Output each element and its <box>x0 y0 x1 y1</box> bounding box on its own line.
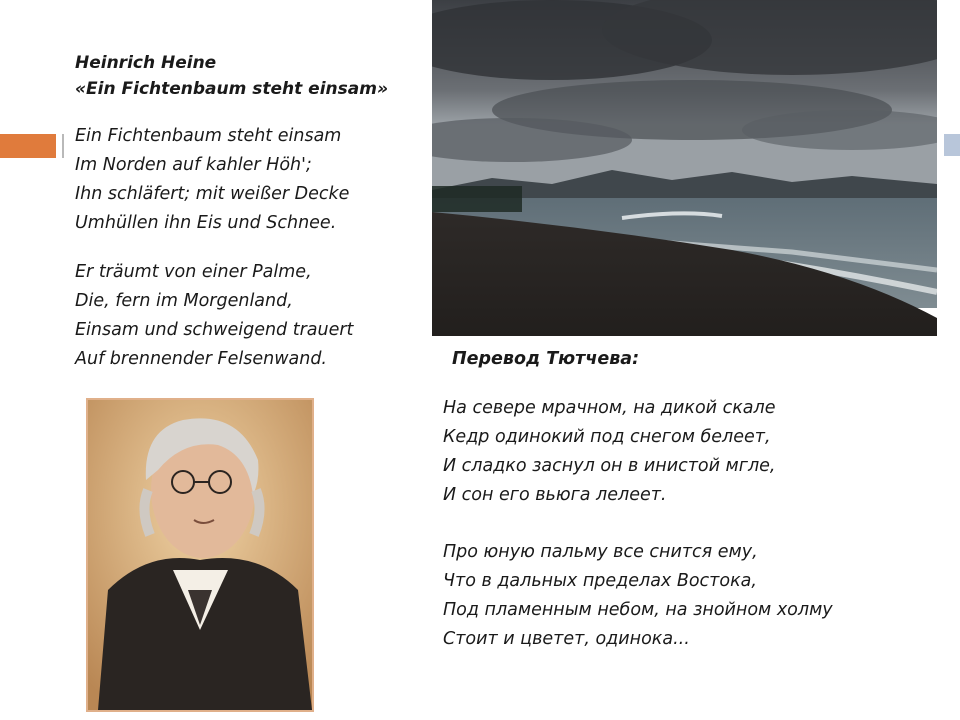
russian-line: Стоит и цветет, одинока... <box>443 629 690 649</box>
russian-stanza-2 <box>443 538 943 654</box>
translation-heading: Перевод Тютчева: <box>452 349 640 369</box>
accent-bar-left <box>0 134 56 158</box>
russian-line: Под пламенным небом, на знойном холму <box>443 600 833 620</box>
german-line: Er träumt von einer Palme, <box>75 262 312 282</box>
accent-divider <box>62 134 64 158</box>
german-line: Umhüllen ihn Eis und Schnee. <box>75 213 337 233</box>
russian-line: Что в дальных пределах Востока, <box>443 571 757 591</box>
russian-line: И сладко заснул он в инистой мгле, <box>443 456 776 476</box>
german-poem <box>75 50 415 374</box>
german-stanza-1 <box>75 122 415 238</box>
german-line: Einsam und schweigend trauert <box>75 320 354 340</box>
russian-line: Кедр одинокий под снегом белеет, <box>443 427 771 447</box>
german-line: Die, fern im Morgenland, <box>75 291 293 311</box>
german-line: Ihn schläfert; mit weißer Decke <box>75 184 350 204</box>
russian-line: Про юную пальму все снится ему, <box>443 542 758 562</box>
poem-author: Heinrich Heine <box>75 53 217 73</box>
poem-title: «Ein Fichtenbaum steht einsam» <box>75 79 388 99</box>
russian-stanza-1 <box>443 394 943 510</box>
tyutchev-portrait <box>86 398 314 712</box>
russian-line: И сон его вьюга лелеет. <box>443 485 667 505</box>
russian-translation <box>443 344 943 654</box>
german-line: Ein Fichtenbaum steht einsam <box>75 126 342 146</box>
stormy-sea-photo <box>432 0 937 336</box>
german-stanza-2 <box>75 258 415 374</box>
accent-bar-right <box>944 134 960 156</box>
german-line: Auf brennender Felsenwand. <box>75 349 327 369</box>
german-line: Im Norden auf kahler Höh'; <box>75 155 312 175</box>
russian-line: На севере мрачном, на дикой скале <box>443 398 776 418</box>
